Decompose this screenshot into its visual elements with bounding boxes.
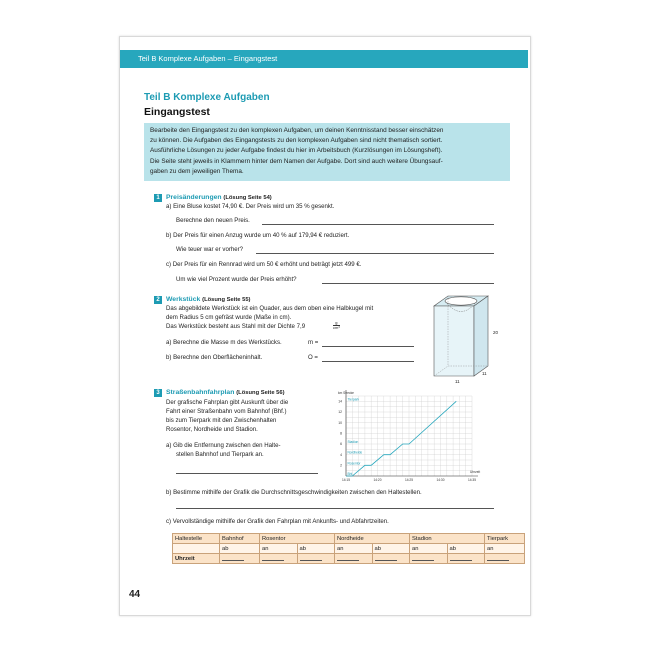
- task3-solution-ref: (Lösung Seite 56): [236, 390, 285, 396]
- task-number: 2: [154, 296, 162, 304]
- stop-label: Tierpark: [347, 397, 360, 402]
- time-cell[interactable]: [447, 554, 485, 564]
- task1-c: c) Der Preis für ein Rennrad wird um 50 € erhöht und beträgt jetzt 499 €.: [166, 261, 362, 268]
- time-cell[interactable]: [485, 554, 525, 564]
- time-cell[interactable]: [297, 554, 335, 564]
- dim-depth-label: 11: [482, 371, 487, 376]
- task2-line: Das abgebildete Werkstück ist ein Quader, aus dem oben eine Halbkugel mit: [166, 305, 374, 312]
- task3-line: Fahrt einer Straßenbahn vom Bahnhof (Bhf.): [166, 408, 287, 415]
- timetable-sub: an: [260, 544, 298, 554]
- x-tick-label: 14:30: [436, 478, 445, 482]
- task1-solution-ref: (Lösung Seite 54): [223, 195, 272, 201]
- timetable-sub: ab: [372, 544, 410, 554]
- task2-b-var: O =: [308, 354, 318, 361]
- timetable-sub: [173, 544, 220, 554]
- timetable-sub: an: [335, 544, 373, 554]
- y-tick-label: 4: [340, 452, 342, 457]
- stop-label: Stadion: [347, 440, 359, 444]
- answer-line[interactable]: [262, 224, 494, 225]
- task1-a: a) Eine Bluse kostet 74,90 €. Der Preis wird um 35 % gesenkt.: [166, 203, 335, 210]
- answer-line[interactable]: [322, 283, 494, 284]
- task3-a-line: stellen Bahnhof und Tierpark an.: [176, 451, 264, 458]
- intro-line: Bearbeite den Eingangstest zu den komplexen Aufgaben, um deinen Kenntnisstand besser einschätzen: [150, 127, 444, 134]
- x-tick-label: 14:15: [342, 478, 350, 482]
- stop-label: Bhf.: [347, 472, 354, 476]
- y-tick-label: 12: [338, 410, 342, 415]
- task-number: 3: [154, 389, 162, 397]
- task-title: [166, 389, 285, 396]
- intro-line: gaben zu dem jeweiligen Thema.: [150, 167, 244, 175]
- task3-c: c) Vervollständige mithilfe der Grafik den Fahrplan mit Ankunfts- und Abfahrtzeiten.: [166, 518, 389, 525]
- intro-line: Ausführliche Lösungen zu jeder Aufgabe findest du hier im Arbeitsbuch (Kurzlösungen im Lösungsheft).: [150, 147, 443, 155]
- task3-line: Rosentor, Nordheide und Stadion.: [166, 426, 258, 433]
- timetable-row-label: Uhrzeit: [173, 554, 220, 564]
- task3-line: bis zum Tierpark mit den Zwischenhalten: [166, 417, 277, 424]
- answer-line[interactable]: [256, 253, 494, 254]
- intro-line: Die Seite steht jeweils in Klammern hinter dem Namen der Aufgabe. Dort sind auch weitere Übungsauf-: [150, 157, 443, 165]
- y-tick-label: 6: [340, 442, 342, 447]
- timetable-sub: ab: [297, 544, 335, 554]
- timetable-chart: [326, 386, 490, 488]
- y-tick-label: 2: [340, 463, 342, 468]
- time-cell[interactable]: [220, 554, 260, 564]
- task2-title: Werkstück: [166, 296, 201, 303]
- x-tick-label: 14:20: [373, 478, 382, 482]
- timetable-header: Nordheide: [335, 534, 410, 544]
- timetable-header: Bahnhof: [220, 534, 260, 544]
- y-tick-label: 14: [338, 399, 342, 404]
- answer-line[interactable]: [176, 473, 318, 474]
- timetable-header: Tierpark: [485, 534, 525, 544]
- time-cell[interactable]: [372, 554, 410, 564]
- task3-a-line: a) Gib die Entfernung zwischen den Halte-: [166, 442, 281, 449]
- task2-a: a) Berechne die Masse m des Werkstücks.: [166, 339, 282, 346]
- task1-title: Preisänderungen: [166, 194, 222, 201]
- stop-label: Nordheide: [347, 450, 363, 455]
- y-tick-label: 8: [340, 431, 342, 436]
- dim-height-label: 20: [493, 330, 499, 335]
- dim-width-label: 11: [455, 379, 460, 384]
- density-unit: [333, 321, 340, 330]
- section-heading: Teil B Komplexe Aufgaben: [144, 92, 270, 103]
- density-unit-den: cm³: [333, 325, 340, 330]
- task3-line: Der grafische Fahrplan gibt Auskunft über die: [166, 399, 289, 406]
- timetable-sub: ab: [220, 544, 260, 554]
- answer-line[interactable]: [176, 508, 494, 509]
- task-title: [166, 296, 250, 303]
- time-cell[interactable]: [410, 554, 448, 564]
- task2-line: Das Werkstück besteht aus Stahl mit der Dichte 7,9: [166, 323, 306, 330]
- task3-b: b) Bestimme mithilfe der Grafik die Durchschnittsgeschwindigkeiten zwischen den Haltestellen.: [166, 489, 422, 496]
- answer-line[interactable]: [322, 346, 414, 347]
- task2-line: dem Radius 5 cm gefräst wurde (Maße in cm).: [166, 314, 292, 321]
- y-axis-label: km Strecke: [338, 391, 354, 395]
- time-cell[interactable]: [335, 554, 373, 564]
- answer-line[interactable]: [322, 361, 414, 362]
- timetable-header: Rosentor: [260, 534, 335, 544]
- task3-title: Straßenbahnfahrplan: [166, 389, 235, 396]
- header-bar: Teil B Komplexe Aufgaben – Eingangstest: [120, 50, 528, 68]
- timetable-sub: an: [485, 544, 525, 554]
- task-title: [166, 194, 272, 201]
- page-number: 44: [129, 589, 141, 600]
- density-unit-num: g: [335, 320, 338, 325]
- task2-solution-ref: (Lösung Seite 55): [202, 297, 251, 303]
- section-title: Eingangstest: [144, 106, 210, 118]
- timetable-header: Stadion: [410, 534, 485, 544]
- x-axis-label: Uhrzeit: [470, 470, 481, 474]
- timetable: [172, 533, 525, 564]
- intro-line: zu können. Die Aufgaben des Eingangstests zu den komplexen Aufgaben sind nicht thematisch sortiert.: [150, 137, 443, 145]
- time-cell[interactable]: [260, 554, 298, 564]
- x-tick-label: 14:25: [405, 478, 413, 482]
- stop-label: Rosentor: [347, 461, 361, 466]
- x-tick-label: 14:35: [468, 478, 476, 482]
- task-number: 1: [154, 194, 162, 202]
- timetable-sub: an: [410, 544, 448, 554]
- task2-a-var: m =: [308, 339, 319, 346]
- task1-b-question: Wie teuer war er vorher?: [176, 246, 244, 253]
- task1-c-question: Um wie viel Prozent wurde der Preis erhöht?: [176, 276, 297, 283]
- intro-box: [144, 123, 510, 181]
- task1-b: b) Der Preis für einen Anzug wurde um 40 % auf 179,94 € reduziert.: [166, 232, 350, 239]
- task2-b: b) Berechne den Oberflächeninhalt.: [166, 354, 263, 361]
- timetable-header: Haltestelle: [173, 534, 220, 544]
- task1-a-question: Berechne den neuen Preis.: [176, 217, 250, 224]
- y-tick-label: 10: [338, 420, 342, 425]
- timetable-sub: ab: [447, 544, 485, 554]
